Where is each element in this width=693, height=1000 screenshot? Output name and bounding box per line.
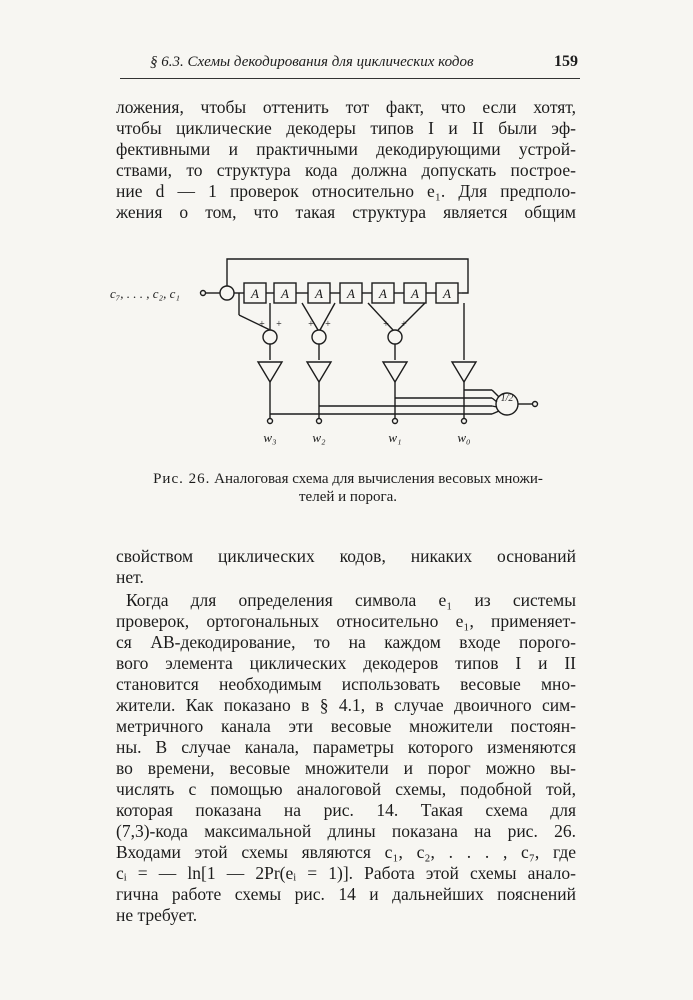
figure-26-circuit <box>108 250 578 455</box>
amplifier <box>258 362 282 382</box>
text-line: (7,3)-кода максимальной длины показана на рис. 26. <box>116 821 576 841</box>
cell-label: A <box>281 286 289 301</box>
text-line: ложения, чтобы оттенить тот факт, что если хотят, <box>116 97 576 117</box>
plus-sign: + <box>259 319 265 330</box>
plus-sign: + <box>308 319 314 330</box>
cell-label: A <box>315 286 323 301</box>
caption-text-2: телей и порога. <box>299 489 397 505</box>
cell-label: A <box>251 286 259 301</box>
page-number: 159 <box>554 53 578 70</box>
paragraph-2 <box>116 546 576 588</box>
circuit-diagram <box>108 250 578 455</box>
text-line: cᵢ = — ln[1 — 2Pr(eᵢ = 1)]. Работа этой схемы анало- <box>116 863 576 883</box>
output-terminal <box>462 419 467 424</box>
amplifier <box>307 362 331 382</box>
text-line: чтобы циклические декодеры типов I и II были эф- <box>116 118 576 138</box>
text-line: ся АВ-декодирование, то на каждом входе порого- <box>116 632 576 652</box>
amplifier <box>452 362 476 382</box>
paragraph-1 <box>116 97 576 223</box>
text-line: Когда для определения символа e₁ из системы <box>126 590 576 610</box>
amplifier <box>383 362 407 382</box>
text-line: не требует. <box>116 905 198 925</box>
input-terminal <box>201 291 206 296</box>
text-line: жители. Как показано в § 4.1, в случае двоичного сим- <box>116 695 576 715</box>
parity-adder <box>388 330 402 344</box>
text-line: проверок, ортогональных относительно e₁, применяет- <box>116 611 576 631</box>
output-terminal <box>317 419 322 424</box>
plus-sign: + <box>276 319 282 330</box>
plus-sign: + <box>325 319 331 330</box>
output-label-w0: w₀ <box>457 430 471 445</box>
text-line: фективными и практичными декодирующими устрой- <box>116 139 576 159</box>
caption-text: Аналоговая схема для вычисления весовых множи- <box>214 471 543 487</box>
text-line: жения о том, что такая структура является общим <box>116 202 576 222</box>
shift-register <box>244 283 462 303</box>
paragraph-3 <box>116 590 576 926</box>
text-line: гична работе схемы рис. 14 и дальнейших пояснений <box>116 884 576 904</box>
plus-sign: + <box>401 319 407 330</box>
text-line: становится необходимым использовать весовые мно- <box>116 674 576 694</box>
figure-caption <box>118 470 578 506</box>
cell-label: A <box>379 286 387 301</box>
plus-sign: + <box>383 319 389 330</box>
output-label-w1: w₁ <box>388 430 402 445</box>
text-line: ны. В случае канала, параметры которого изменяются <box>116 737 576 757</box>
feedback-adder <box>220 286 234 300</box>
cell-label: A <box>411 286 419 301</box>
output-terminal <box>268 419 273 424</box>
text-line: которая показана на рис. 14. Такая схема для <box>116 800 576 820</box>
output-terminal <box>393 419 398 424</box>
cell-label: A <box>347 286 355 301</box>
output-label-w2: w₂ <box>312 430 326 445</box>
output-label-w3: w₃ <box>263 430 277 445</box>
input-label: c₇, . . . , c₂, c₁ <box>110 286 180 301</box>
text-line: Входами этой схемы являются c₁, c₂, . . . , c₇, где <box>116 842 576 862</box>
parity-adder <box>312 330 326 344</box>
threshold-output-terminal <box>533 402 538 407</box>
text-line: свойством циклических кодов, никаких оснований <box>116 546 576 566</box>
text-line: ние d — 1 проверок относительно e₁. Для предполо- <box>116 181 576 201</box>
text-line: ствами, то структура кода должна допускать построе- <box>116 160 576 180</box>
text-line: вого элемента циклических декодеров типов I и II <box>116 653 576 673</box>
section-title: § 6.3. Схемы декодирования для циклических кодов <box>150 54 474 70</box>
running-header <box>120 52 580 79</box>
caption-prefix: Рис. 26. <box>153 471 211 487</box>
text-line: нет. <box>116 567 144 587</box>
text-line: во времени, весовые множители и порог можно вы- <box>116 758 576 778</box>
text-line: числять с помощью аналоговой схемы, подобной той, <box>116 779 576 799</box>
text-line: метричного канала эти весовые множители постоян- <box>116 716 576 736</box>
parity-adder <box>263 330 277 344</box>
threshold-label: 1/2 <box>500 393 514 404</box>
cell-label: A <box>443 286 451 301</box>
